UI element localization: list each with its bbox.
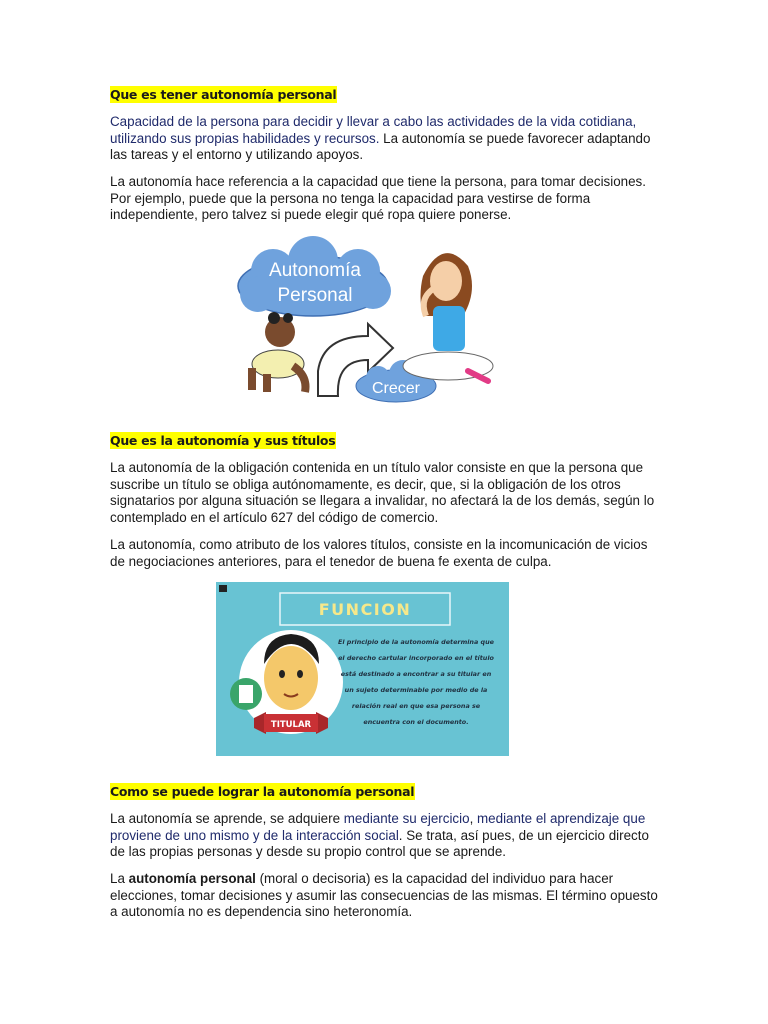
- baby-figure: [248, 312, 306, 392]
- document-icon: [230, 678, 262, 710]
- girl-figure: [403, 253, 493, 381]
- paragraph-aprende: La autonomía se aprende, se adquiere mediante su ejercicio, mediante el aprendizaje que proviene de uno mismo y de la interacción social. Se trata, así pues, de un ejercicio directo de las propias personas y desde su propio control que se aprende.: [110, 811, 649, 860]
- paragraph-capacity: La autonomía hace referencia a la capacidad que tiene la persona, para tomar decisiones. Por ejemplo, puede que la persona no tenga la capacidad para vestirse de forma independiente, pero talvez si puede elegir qué ropa quiere ponerse.: [110, 174, 646, 223]
- funcion-illustration: [216, 582, 509, 756]
- paragraph-definition-rest: La autonomía se puede favorecer adaptando las tareas y el entorno y utilizando apoyos.: [110, 130, 651, 163]
- paragraph-obligacion: La autonomía de la obligación contenida en un título valor consiste en que la persona que suscribe un título se obliga autónomamente, es decir, que, si la obligación de los otros signatarios por alguna situación se llegara a invalidar, no afectará la de los demás, según lo contemplado en el artículo 627 del código de comercio.: [110, 460, 655, 525]
- cloud-text-line1: Autonomía: [269, 260, 361, 281]
- funcion-line: encuentra con el documento.: [363, 718, 469, 726]
- section-heading-autonomia-personal: Que es tener autonomía personal: [110, 87, 337, 102]
- autonomia-personal-illustration: [218, 236, 518, 410]
- funcion-line: un sujeto determinable por medio de la: [344, 686, 488, 694]
- funcion-title: FUNCION: [318, 600, 412, 619]
- funcion-line: está destinado a encontrar a su titular en: [340, 670, 492, 678]
- paragraph-atributo: La autonomía, como atributo de los valores títulos, consiste en la incomunicación de vicios de negociaciones anteriores, para el tenedor de buena fe exenta de culpa.: [110, 537, 648, 569]
- small-cloud-text: Crecer: [371, 380, 421, 397]
- ribbon-label: TITULAR: [270, 720, 312, 730]
- section-heading-lograr: Como se puede lograr la autonomía personal: [110, 784, 415, 799]
- funcion-line: relación real en que esa persona se: [351, 702, 481, 710]
- section-heading-titulos: Que es la autonomía y sus títulos: [110, 433, 336, 448]
- funcion-line: el derecho cartular incorporado en el título: [338, 654, 494, 662]
- paragraph-definition-highlight: Capacidad de la persona para decidir y llevar a cabo las actividades de la vida cotidiana, utilizando sus propias habilidades y recursos.: [110, 114, 637, 146]
- funcion-line: El principio de la autonomía determina que: [338, 638, 494, 646]
- cloud-text-line2: Personal: [277, 285, 353, 306]
- paragraph-autonomia-moral: La autonomía personal (moral o decisoria) es la capacidad del individuo para hacer elecciones, tomar decisiones y asumir las consecuencias de las mismas. El término opuesto a autonomía no es dependencia sino heteronomía.: [110, 871, 658, 920]
- paragraph-definition: [110, 114, 658, 164]
- corner-icon: [219, 585, 227, 592]
